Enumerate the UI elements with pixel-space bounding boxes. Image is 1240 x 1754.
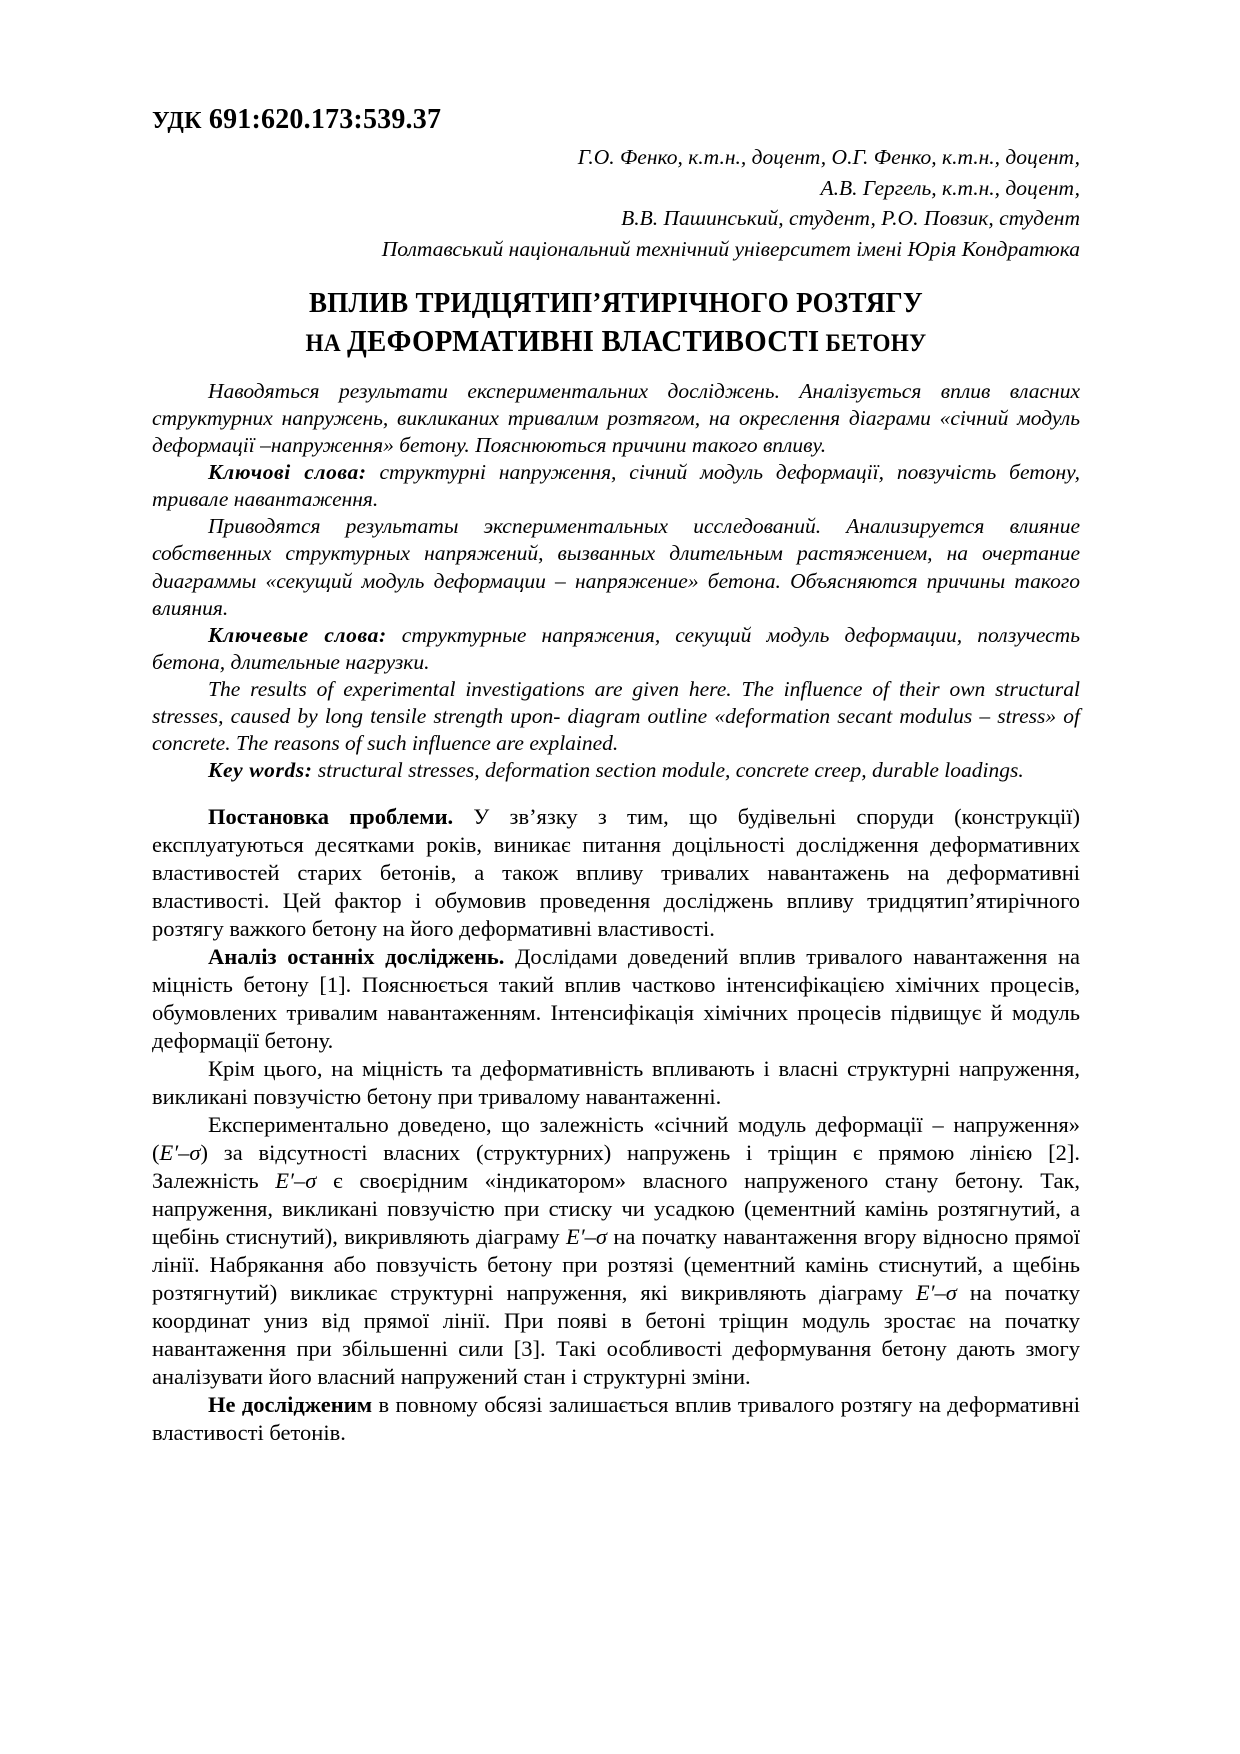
body-paragraph-analysis bbox=[152, 943, 1080, 1055]
title-prefix: НА bbox=[305, 329, 348, 357]
udk-code: 691:620.173:539.37 bbox=[208, 104, 442, 135]
body-text-exp-5: на початку координат униз від прямої лінії. При появі в бетоні тріщин модуль зростає на початку навантаження при збільшенні сили [3]. Такі особливості деформування бетону дають змогу аналізувати його власний напружений стан і структурні зміни. bbox=[152, 1280, 1080, 1390]
title-main: ДЕФОРМАТИВНІ ВЛАСТИВОСТІ bbox=[347, 322, 820, 358]
author-line-1: Г.О. Фенко, к.т.н., доцент, О.Г. Фенко, к.т.н., доцент, bbox=[577, 145, 1080, 170]
heading-unstudied: Не дослідженим bbox=[208, 1392, 373, 1418]
heading-recent-analysis: Аналіз останніх досліджень. bbox=[208, 944, 505, 970]
body-text-problem: У зв’язку з тим, що будівельні споруди (конструкції) експлуатуються десятками років, виникає питання доцільності дослідження деформативних властивостей старих бетонів, а також впливу тривалих навантажень на деформативні властивості. Цей фактор і обумовив проведення досліджень впливу тридцятип’ятирічного розтягу важкого бетону на його деформативні властивості. bbox=[152, 804, 1080, 942]
keywords-uk-label: Ключові слова: bbox=[208, 460, 367, 485]
math-expression-4: E′–σ bbox=[915, 1280, 957, 1306]
keywords-ru-label: Ключевые слова: bbox=[208, 622, 387, 647]
page-title bbox=[152, 286, 1080, 360]
body-paragraph-experimental bbox=[152, 1111, 1080, 1391]
abstract-en: The results of experimental investigations are given here. The influence of their own structural stresses, caused by long tensile strength upon- diagram outline «deformation secant modulus – stress» of concrete. The reasons of such influence are explained. bbox=[152, 676, 1080, 756]
keywords-uk bbox=[152, 459, 1080, 513]
body-paragraph-problem bbox=[152, 803, 1080, 943]
keywords-en bbox=[152, 757, 1080, 784]
body-text-exp-2: ) за відсутності власних (структурних) напружень і тріщин є прямою лінією [2]. Залежність bbox=[152, 1140, 1080, 1194]
keywords-ru bbox=[152, 622, 1080, 676]
udk-line bbox=[152, 104, 1080, 136]
body-text-exp-4: на початку навантаження вгору відносно прямої лінії. Набрякання або повзучість бетону при розтязі (цементний камінь стиснутий, а щебінь розтягнутий) викликає структурні напруження, які викривляють діаграму bbox=[152, 1224, 1080, 1306]
section-spacer bbox=[152, 784, 1080, 803]
author-line-2: А.В. Гергель, к.т.н., доцент, bbox=[820, 175, 1080, 200]
keywords-en-text: structural stresses, deformation section module, concrete creep, durable loadings. bbox=[312, 758, 1024, 783]
body-text-exp-3: є своєрідним «індикатором» власного напруженого стану бетону. Так, напруження, викликані повзучістю при стиску чи усадкою (цементний камінь розтягнутий, а щебінь стиснутий), викривляють діаграму bbox=[152, 1168, 1080, 1250]
body-paragraph-structural: Крім цього, на міцність та деформативність впливають і власні структурні напруження, викликані повзучістю бетону при тривалому навантаженні. bbox=[152, 1056, 1080, 1110]
body-text-analysis: Дослідами доведений вплив тривалого навантаження на міцність бетону [1]. Пояснюється такий вплив частково інтенсифікацією хімічних процесів, обумовлених тривалим навантаженням. Інтенсифікація хімічних процесів підвищує й модуль деформації бетону. bbox=[152, 944, 1080, 1054]
body-text-exp-1: Експериментально доведено, що залежність «січний модуль деформації – напруження» ( bbox=[152, 1112, 1080, 1166]
math-expression-2: E′–σ bbox=[275, 1168, 317, 1194]
affiliation-line: Полтавський національний технічний університет імені Юрія Кондратюка bbox=[381, 236, 1080, 261]
abstract-uk: Наводяться результати експериментальних досліджень. Аналізується вплив власних структурних напружень, викликаних тривалим розтягом, на окреслення діаграми «січний модуль деформації –напруження» бетону. Пояснюються причини такого впливу. bbox=[152, 379, 1080, 458]
body-text-unstudied: в повному обсязі залишається вплив тривалого розтягу на деформативні властивості бетонів. bbox=[152, 1392, 1081, 1446]
title-line-1: ВПЛИВ ТРИДЦЯТИП’ЯТИРІЧНОГО РОЗТЯГУ bbox=[309, 287, 923, 320]
heading-problem-statement: Постановка проблеми. bbox=[208, 804, 454, 830]
body-paragraph-unstudied bbox=[152, 1391, 1080, 1447]
keywords-ru-text: структурные напряжения, секущий модуль деформации, ползучесть бетона, длительные нагрузки. bbox=[152, 622, 1080, 674]
author-block bbox=[152, 142, 1080, 234]
title-line-2 bbox=[184, 322, 1047, 360]
math-expression-1: E′–σ bbox=[159, 1140, 201, 1166]
keywords-en-label: Key words: bbox=[208, 758, 313, 783]
author-line-3: В.В. Пашинський, студент, Р.О. Повзик, студент bbox=[621, 206, 1080, 231]
title-suffix: БЕТОНУ bbox=[819, 329, 927, 357]
keywords-uk-text: структурні напруження, січний модуль деформації, повзучість бетону, тривале навантаження. bbox=[152, 460, 1080, 512]
math-expression-3: E′–σ bbox=[565, 1224, 607, 1250]
udk-label: УДК bbox=[152, 108, 202, 134]
abstract-ru: Приводятся результаты экспериментальных исследований. Анализируется влияние собственных структурных напряжений, вызванных длительным растяжением, на очертание диаграммы «секущий модуль деформации – напряжение» бетона. Объясняются причины такого влияния. bbox=[152, 514, 1080, 620]
